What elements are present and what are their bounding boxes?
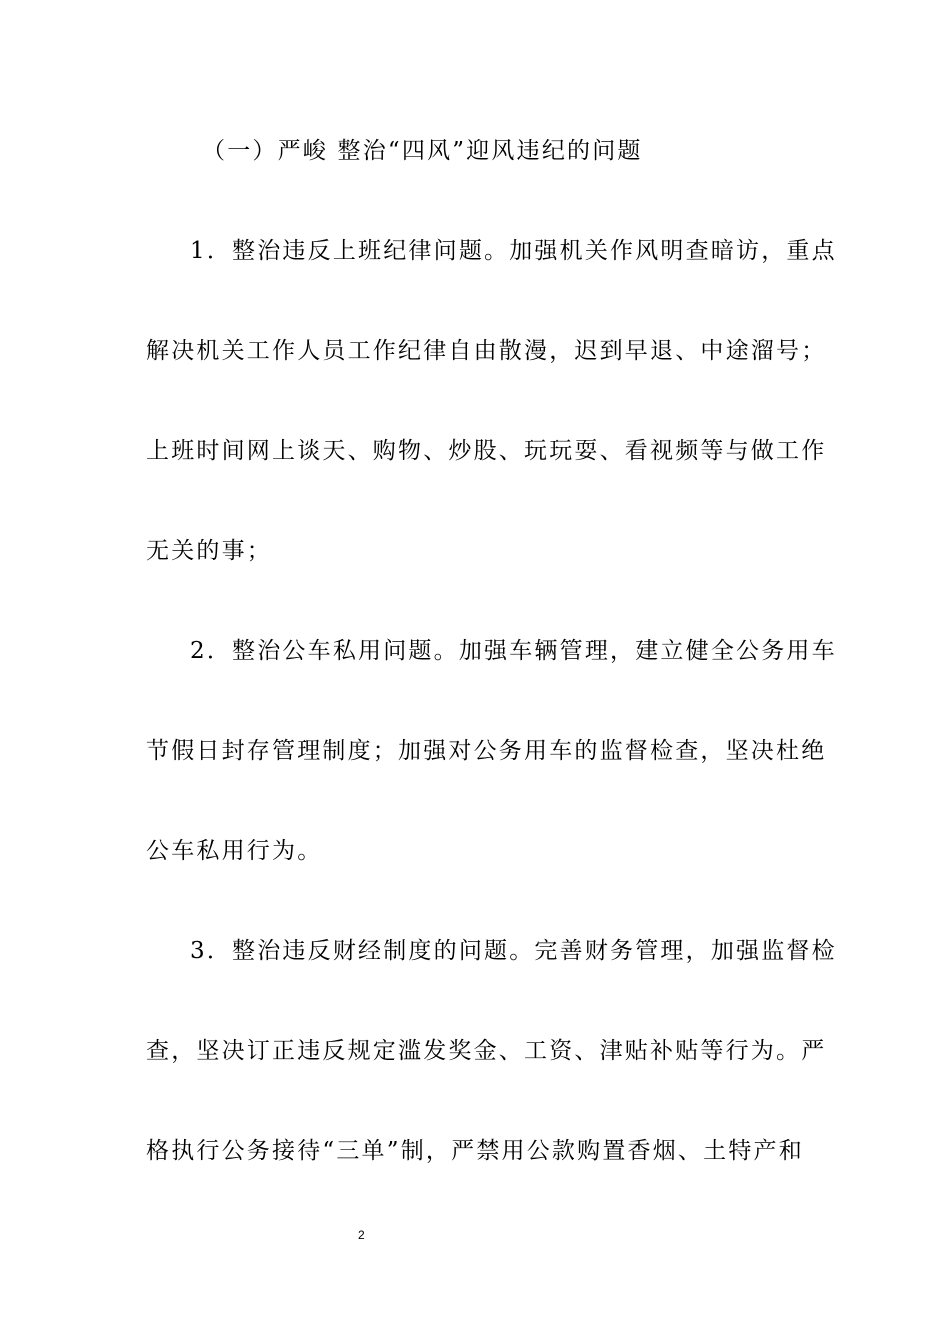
- paragraph-line: 节假日封存管理制度；加强对公务用车的监督检查，坚决杜绝: [146, 738, 827, 764]
- paragraph-line: 查，坚决订正违反规定滥发奖金、工资、津贴补贴等行为。严: [146, 1038, 827, 1064]
- paragraph-line: 1．整治违反上班纪律问题。加强机关作风明查暗访，重点: [190, 238, 837, 264]
- paragraph-line: 上班时间网上谈天、购物、炒股、玩玩耍、看视频等与做工作: [146, 438, 827, 464]
- paragraph-line: 3．整治违反财经制度的问题。完善财务管理，加强监督检: [190, 938, 837, 964]
- paragraph-line: 格执行公务接待“三单”制，严禁用公款购置香烟、土特产和: [146, 1138, 804, 1164]
- paragraph-line: 无关的事；: [146, 538, 272, 564]
- paragraph-line: 公车私用行为。: [146, 838, 323, 864]
- paragraph-line: 2．整治公车私用问题。加强车辆管理，建立健全公务用车: [190, 638, 837, 664]
- paragraph-line: 解决机关工作人员工作纪律自由散漫，迟到早退、中途溜号；: [146, 338, 827, 364]
- page-number: 2: [358, 1228, 365, 1242]
- section-heading: （一）严峻 整治“四风”迎风违纪的问题: [202, 138, 643, 164]
